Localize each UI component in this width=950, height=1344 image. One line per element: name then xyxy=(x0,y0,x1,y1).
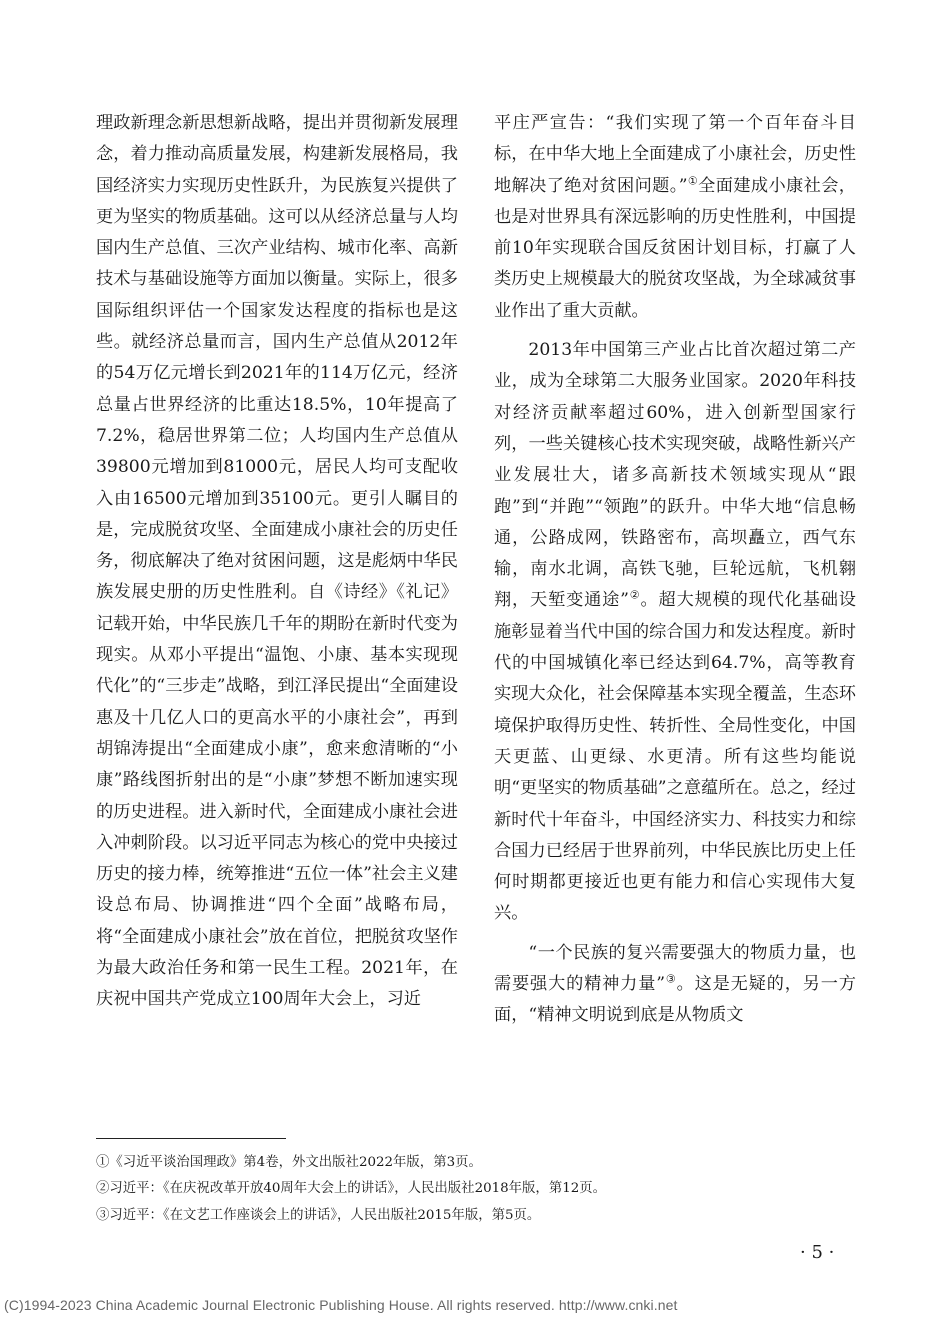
footnote-ref[interactable]: ③ xyxy=(665,972,677,986)
page-number: · 5 · xyxy=(800,1242,835,1263)
paragraph-text: 。这是无疑的，另一方面，“精神文明说到底是从物质文 xyxy=(494,974,856,1026)
right-column xyxy=(494,108,856,1032)
paragraph-text: 平庄严宣告：“我们实现了第一个百年奋斗目标，在中华大地上全面建成了小康社会，历史性地解决了绝对贫困问题。” xyxy=(494,113,856,196)
footnote-item: ③习近平：《在文艺工作座谈会上的讲话》，人民出版社2015年版，第5页。 xyxy=(96,1207,541,1223)
body-paragraph xyxy=(494,938,856,1032)
body-paragraph xyxy=(494,335,856,930)
paragraph-text: 全面建成小康社会，也是对世界具有深远影响的历史性胜利，中国提前10年实现联合国反贫困计划目标，打赢了人类历史上规模最大的脱贫攻坚战，为全球减贫事业作出了重大贡献。 xyxy=(494,175,856,321)
footnote-ref[interactable]: ② xyxy=(628,588,641,602)
left-column xyxy=(96,108,458,1016)
body-paragraph xyxy=(494,108,856,327)
copyright-notice: (C)1994-2023 China Academic Journal Electronic Publishing House. All rights reserved. http://www.cnki.net xyxy=(4,1297,678,1313)
paragraph-text: “一个民族的复兴需要强大的物质力量，也需要强大的精神力量” xyxy=(494,942,856,995)
footnote-item: ②习近平：《在庆祝改革开放40周年大会上的讲话》，人民出版社2018年版，第12页。 xyxy=(96,1181,607,1197)
footnote-ref[interactable]: ① xyxy=(687,173,699,187)
paragraph-text: 。超大规模的现代化基础设施彰显着当代中国的综合国力和发达程度。新时代的中国城镇化率已经达到64.7%，高等教育实现大众化，社会保障基本实现全覆盖，生态环境保护取得历史性、转折性、全局性变化，中国天更蓝、山更绿、水更清。所有这些均能说明“更坚实的物质基础”之意蕴所在。总之，经过新时代十年奋斗，中国经济实力、科技实力和综合国力已经居于世界前列，中华民族比历史上任何时期都更接近也更有能力和信心实现伟大复兴。 xyxy=(494,590,856,924)
footnotes xyxy=(96,1150,856,1229)
footnote-item: ①《习近平谈治国理政》第4卷，外文出版社2022年版，第3页。 xyxy=(96,1155,482,1170)
paragraph-text: 2013年中国第三产业占比首次超过第二产业，成为全球第二大服务业国家。2020年科技对经济贡献率超过60%，进入创新型国家行列，一些关键核心技术实现突破，战略性新兴产业发展壮大，诸多高新技术领域实现从“跟跑”到“并跑”“领跑”的跃升。中华大地“信息畅通，公路成网，铁路密布，高坝矗立，西气东输，南水北调，高铁飞驰，巨轮远航，飞机翱翔，天堑变通途” xyxy=(494,340,856,611)
footnote-divider xyxy=(96,1138,286,1139)
body-paragraph: 理政新理念新思想新战略，提出并贯彻新发展理念，着力推动高质量发展，构建新发展格局，我国经济实力实现历史性跃升，为民族复兴提供了更为坚实的物质基础。这可以从经济总量与人均国内生产总值、三次产业结构、城市化率、高新技术与基础设施等方面加以衡量。实际上，很多国际组织评估一个国家发达程度的指标也是这些。就经济总量而言，国内生产总值从2012年的54万亿元增长到2021年的114万亿元，经济总量占世界经济的比重达18.5%，10年提高了7.2%，稳居世界第二位；人均国内生产总值从39800元增加到81000元，居民人均可支配收入由16500元增加到35100元。更引人瞩目的是，完成脱贫攻坚、全面建成小康社会的历史任务，彻底解决了绝对贫困问题，这是彪炳中华民族发展史册的历史性胜利。自《诗经》《礼记》记载开始，中华民族几千年的期盼在新时代变为现实。从邓小平提出“温饱、小康、基本实现现代化”的“三步走”战略，到江泽民提出“全面建设惠及十几亿人口的更高水平的小康社会”，再到胡锦涛提出“全面建成小康”，愈来愈清晰的“小康”路线图折射出的是“小康”梦想不断加速实现的历史进程。进入新时代，全面建成小康社会进入冲刺阶段。以习近平同志为核心的党中央接过历史的接力棒，统筹推进“五位一体”社会主义建设总布局、协调推进“四个全面”战略布局，将“全面建成小康社会”放在首位，把脱贫攻坚作为最大政治任务和第一民生工程。2021年，在庆祝中国共产党成立100周年大会上，习近 xyxy=(96,113,458,1010)
